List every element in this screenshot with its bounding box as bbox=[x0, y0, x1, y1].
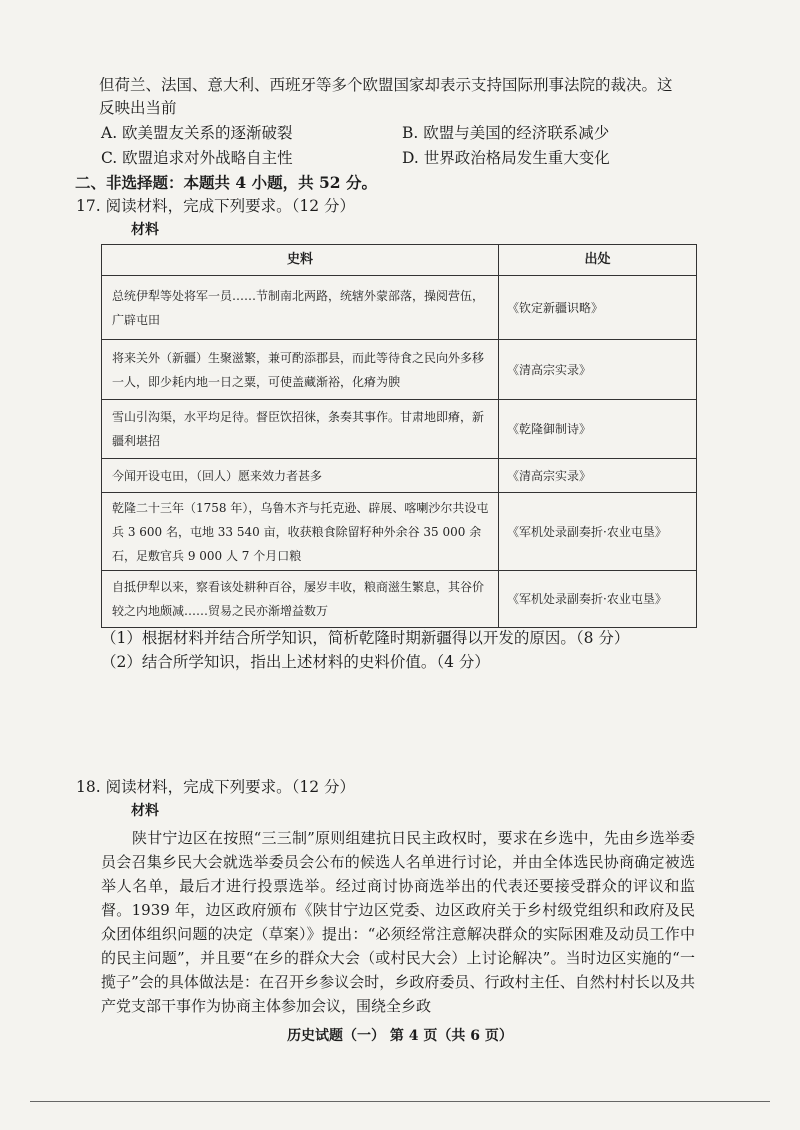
table-row bbox=[102, 276, 697, 340]
q16-stem-line1: 但荷兰、法国、意大利、西班牙等多个欧盟国家却表示支持国际刑事法院的裁决。这 bbox=[99, 76, 673, 94]
table-cell-source: 《军机处录副奏折·农业屯垦》 bbox=[499, 571, 697, 628]
table-cell-source: 《军机处录副奏折·农业屯垦》 bbox=[499, 493, 697, 571]
table-header-content: 史料 bbox=[102, 245, 499, 276]
section2-heading: 二、非选择题：本题共 4 小题，共 52 分。 bbox=[75, 173, 377, 192]
table-cell-source: 《乾隆御制诗》 bbox=[499, 400, 697, 459]
table-cell-source: 《钦定新疆识略》 bbox=[499, 276, 697, 340]
q16-option-b: B. 欧盟与美国的经济联系减少 bbox=[402, 124, 610, 142]
q16-option-d: D. 世界政治格局发生重大变化 bbox=[402, 149, 610, 167]
table-cell-text: 将来关外（新疆）生聚滋繁，兼可酌添郡县，而此等待食之民向外多移一人，即少耗内地一日之粟，可使盖藏渐裕，化瘠为腴 bbox=[102, 340, 499, 400]
table-cell-source: 《清高宗实录》 bbox=[499, 459, 697, 493]
q17-stem: 17. 阅读材料，完成下列要求。（12 分） bbox=[76, 197, 355, 215]
table-cell-text: 自抵伊犁以来，察看该处耕种百谷，屡岁丰收，粮商滋生繁息，其谷价较之内地颇减……贸易之民亦渐增益数万 bbox=[102, 571, 499, 628]
q17-material-label: 材料 bbox=[131, 222, 159, 238]
table-row bbox=[102, 340, 697, 400]
table-row bbox=[102, 459, 697, 493]
page-footer: 历史试题（一） 第 4 页（共 6 页） bbox=[287, 1028, 513, 1044]
table-header-row bbox=[102, 245, 697, 276]
q17-source-table bbox=[101, 244, 697, 628]
table-row bbox=[102, 571, 697, 628]
q18-material-label: 材料 bbox=[131, 803, 159, 819]
table-header-source: 出处 bbox=[499, 245, 697, 276]
q16-stem-line2: 反映出当前 bbox=[99, 99, 177, 117]
table-cell-text: 雪山引沟渠，水平均足待。督臣饮招徕，条奏其事作。甘肃地即瘠，新疆利堪招 bbox=[102, 400, 499, 459]
q18-stem: 18. 阅读材料，完成下列要求。（12 分） bbox=[76, 778, 355, 796]
bottom-rule bbox=[30, 1101, 770, 1102]
table-cell-text: 总统伊犁等处将军一员……节制南北两路，统辖外蒙部落，操阅营伍，广辟屯田 bbox=[102, 276, 499, 340]
q16-option-a: A. 欧美盟友关系的逐渐破裂 bbox=[101, 124, 293, 142]
table-cell-text: 今闻开设屯田，（回人）愿来效力者甚多 bbox=[102, 459, 499, 493]
q18-material-paragraph: 陕甘宁边区在按照“三三制”原则组建抗日民主政权时，要求在乡选中，先由乡选举委员会召集乡民大会就选举委员会公布的候选人名单进行讨论，并由全体选民协商确定被选举人名单，最后才进行投票选举。经过商讨协商选举出的代表还要接受群众的评议和监督。1939 年，边区政府颁布《陕甘宁边区党委、边区政府关于乡村级党组织和政府及民众团体组织问题的决定（草案）》提出：“必须经常注意解决群众的实际困难及动员工作中的民主问题”，并且要“在乡的群众大会（或村民大会）上讨论解决”。当时边区实施的“一揽子”会的具体做法是：在召开乡参议会时，乡政府委员、行政村主任、自然村村长以及共产党支部干事作为协商主体参加会议，围绕全乡政 bbox=[101, 829, 695, 1015]
q17-sub2: （2）结合所学知识，指出上述材料的史料价值。（4 分） bbox=[101, 653, 490, 671]
table-cell-text: 乾隆二十三年（1758 年），乌鲁木齐与托克逊、辟展、喀喇沙尔共设屯兵 3 600 名，屯地 33 540 亩，收获粮食除留籽种外余谷 35 000 余石，足敷官兵 9 000 人 7 个月口粮 bbox=[102, 493, 499, 571]
table-row bbox=[102, 400, 697, 459]
table-cell-source: 《清高宗实录》 bbox=[499, 340, 697, 400]
q17-sub1: （1）根据材料并结合所学知识，简析乾隆时期新疆得以开发的原因。（8 分） bbox=[101, 629, 630, 647]
table-row bbox=[102, 493, 697, 571]
q16-option-c: C. 欧盟追求对外战略自主性 bbox=[101, 149, 293, 167]
